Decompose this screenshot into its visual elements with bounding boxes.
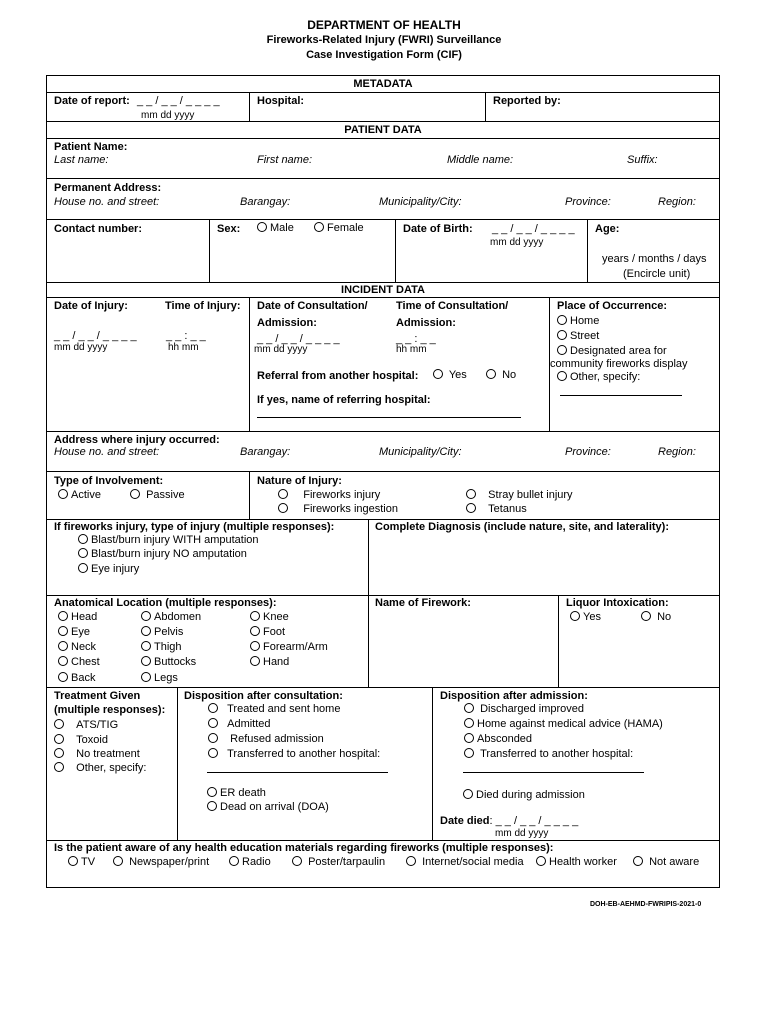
injury-province-field[interactable]: Province: — [565, 446, 611, 458]
radio-circle-icon — [466, 503, 476, 513]
radio-circle-icon — [250, 626, 260, 636]
radio-circle-icon — [464, 748, 474, 758]
referral-label: Referral from another hospital: — [257, 370, 419, 382]
radio-circle-icon — [58, 489, 68, 499]
radio-circle-icon — [207, 787, 217, 797]
date-consult-units: mm dd yyyy — [254, 344, 308, 355]
time-consult-label: Time of Consultation/ — [396, 300, 509, 312]
radio-circle-icon — [557, 315, 567, 325]
radio-circle-icon — [557, 371, 567, 381]
age-label: Age: — [595, 223, 620, 235]
radio-circle-icon — [78, 563, 88, 573]
awareness-label: Is the patient aware of any health education materials regarding fireworks (multiple responses): — [54, 842, 554, 854]
radio-circle-icon — [208, 718, 218, 728]
permanent-address-label: Permanent Address: — [54, 182, 162, 194]
date-of-report-units: mm dd yyyy — [141, 110, 195, 121]
disp-admit-transferred-field[interactable] — [463, 772, 644, 773]
liquor-no-radio[interactable]: No — [641, 611, 671, 623]
involvement-active-radio[interactable]: Active — [58, 489, 101, 501]
anat-buttocks-radio[interactable]: Buttocks — [141, 656, 196, 668]
anat-knee-radio[interactable]: Knee — [250, 611, 289, 623]
perm-municipality-field[interactable]: Municipality/City: — [379, 196, 462, 208]
date-of-report-field[interactable]: _ _ / _ _ / _ _ _ _ — [137, 95, 220, 107]
nature-stray-bullet-radio[interactable]: Stray bullet injury — [466, 489, 573, 501]
anatomical-label: Anatomical Location (multiple responses): — [54, 597, 277, 609]
anat-forearm-radio[interactable]: Forearm/Arm — [250, 641, 328, 653]
date-consult-label: Date of Consultation/ — [257, 300, 368, 312]
radio-circle-icon — [130, 489, 140, 499]
radio-circle-icon — [141, 611, 151, 621]
radio-circle-icon — [486, 369, 496, 379]
radio-circle-icon — [229, 856, 239, 866]
injury-house-field[interactable]: House no. and street: — [54, 446, 160, 458]
firework-name-label: Name of Firework: — [375, 597, 471, 609]
place-home-radio[interactable]: Home — [557, 315, 599, 327]
injury-address-label: Address where injury occurred: — [54, 434, 220, 446]
radio-circle-icon — [58, 641, 68, 651]
dob-label: Date of Birth: — [403, 223, 473, 235]
anat-hand-radio[interactable]: Hand — [250, 656, 289, 668]
date-of-injury-label: Date of Injury: — [54, 300, 128, 312]
radio-circle-icon — [314, 222, 324, 232]
age-encircle-note: (Encircle unit) — [623, 268, 691, 280]
sex-female-radio[interactable]: Female — [314, 222, 364, 234]
treatment-label-2: (multiple responses): — [54, 704, 166, 716]
date-of-report-label: Date of report: — [54, 95, 130, 107]
nature-tetanus-radio[interactable]: Tetanus — [466, 503, 527, 515]
aware-internet-radio[interactable]: Internet/social media — [406, 856, 524, 868]
disp-admitted-radio[interactable]: Admitted — [208, 718, 271, 730]
time-of-injury-field[interactable]: _ _ : _ _ — [166, 330, 206, 342]
radio-circle-icon — [536, 856, 546, 866]
nature-fireworks-injury-radio[interactable]: Fireworks injury — [278, 489, 380, 501]
dob-units: mm dd yyyy — [490, 237, 544, 248]
radio-circle-icon — [58, 611, 68, 621]
first-name-field[interactable]: First name: — [257, 154, 313, 166]
reported-by-label: Reported by: — [493, 95, 561, 107]
time-consult-units: hh mm — [396, 344, 427, 355]
disp-consult-label: Disposition after consultation: — [184, 690, 343, 702]
disp-discharged-radio[interactable]: Discharged improved — [464, 703, 584, 715]
involvement-passive-radio[interactable]: Passive — [130, 489, 185, 501]
radio-circle-icon — [54, 748, 64, 758]
form-dept-title: DEPARTMENT OF HEALTH — [307, 18, 461, 32]
radio-circle-icon — [641, 611, 651, 621]
radio-circle-icon — [433, 369, 443, 379]
radio-circle-icon — [250, 641, 260, 651]
aware-newspaper-radio[interactable]: Newspaper/print — [113, 856, 209, 868]
date-consult-label-2: Admission: — [257, 317, 317, 329]
radio-circle-icon — [208, 748, 218, 758]
radio-circle-icon — [570, 611, 580, 621]
disp-admit-label: Disposition after admission: — [440, 690, 588, 702]
injury-barangay-field[interactable]: Barangay: — [240, 446, 291, 458]
anat-pelvis-radio[interactable]: Pelvis — [141, 626, 183, 638]
aware-tv-radio[interactable]: TV — [68, 856, 95, 868]
anat-head-radio[interactable]: Head — [58, 611, 97, 623]
liquor-label: Liquor Intoxication: — [566, 597, 669, 609]
fw-type-with-amputation-radio[interactable]: Blast/burn injury WITH amputation — [78, 534, 259, 546]
disp-transferred-field[interactable] — [207, 772, 388, 773]
contact-number-label: Contact number: — [54, 223, 142, 235]
treatment-none-radio[interactable]: No treatment — [54, 748, 140, 760]
referring-hospital-field[interactable] — [257, 417, 521, 418]
treatment-other-radio[interactable]: Other, specify: — [54, 762, 146, 774]
radio-circle-icon — [141, 641, 151, 651]
radio-circle-icon — [54, 762, 64, 772]
radio-circle-icon — [250, 656, 260, 666]
date-consult-field[interactable]: _ _ / _ _ / _ _ _ _ — [257, 333, 340, 345]
disp-hama-radio[interactable]: Home against medical advice (HAMA) — [464, 718, 663, 730]
fw-type-eye-radio[interactable]: Eye injury — [78, 563, 139, 575]
disp-transferred-radio[interactable]: Transferred to another hospital: — [208, 748, 380, 760]
radio-circle-icon — [207, 801, 217, 811]
anat-foot-radio[interactable]: Foot — [250, 626, 285, 638]
disp-sent-home-radio[interactable]: Treated and sent home — [208, 703, 340, 715]
fw-type-label: If fireworks injury, type of injury (multiple responses): — [54, 521, 335, 533]
form-subtitle: Fireworks-Related Injury (FWRI) Surveillance — [266, 34, 502, 46]
radio-circle-icon — [292, 856, 302, 866]
radio-circle-icon — [54, 734, 64, 744]
disp-admit-transferred-radio[interactable]: Transferred to another hospital: — [464, 748, 633, 760]
anat-neck-radio[interactable]: Neck — [58, 641, 96, 653]
sex-male-radio[interactable]: Male — [257, 222, 294, 234]
disp-died-radio[interactable]: Died during admission — [463, 789, 585, 801]
radio-circle-icon — [257, 222, 267, 232]
place-street-radio[interactable]: Street — [557, 330, 599, 342]
form-code: DOH-EB-AEHMD-FWRIPIS-2021-0 — [590, 901, 702, 908]
radio-circle-icon — [58, 672, 68, 682]
liquor-yes-radio[interactable]: Yes — [570, 611, 601, 623]
radio-circle-icon — [464, 718, 474, 728]
radio-circle-icon — [141, 626, 151, 636]
disp-doa-radio[interactable]: Dead on arrival (DOA) — [207, 801, 329, 813]
anat-eye-radio[interactable]: Eye — [58, 626, 90, 638]
radio-circle-icon — [250, 611, 260, 621]
anat-chest-radio[interactable]: Chest — [58, 656, 100, 668]
place-other-field[interactable] — [560, 395, 682, 396]
place-other-radio[interactable]: Other, specify: — [557, 371, 640, 383]
disp-refused-radio[interactable]: Refused admission — [208, 733, 324, 745]
radio-circle-icon — [464, 733, 474, 743]
radio-circle-icon — [58, 626, 68, 636]
treatment-ats-radio[interactable]: ATS/TIG — [54, 719, 118, 731]
radio-circle-icon — [68, 856, 78, 866]
radio-circle-icon — [557, 345, 567, 355]
radio-circle-icon — [54, 719, 64, 729]
aware-radio-radio[interactable]: Radio — [229, 856, 271, 868]
radio-circle-icon — [463, 789, 473, 799]
radio-circle-icon — [406, 856, 416, 866]
date-of-injury-units: mm dd yyyy — [54, 342, 108, 353]
sex-label: Sex: — [217, 223, 241, 235]
treatment-label: Treatment Given — [54, 690, 141, 702]
time-consult-field[interactable]: _ _ : _ _ — [396, 333, 436, 345]
aware-health-worker-radio[interactable]: Health worker — [536, 856, 617, 868]
perm-house-field[interactable]: House no. and street: — [54, 196, 160, 208]
radio-circle-icon — [58, 656, 68, 666]
last-name-field[interactable]: Last name: — [54, 154, 109, 166]
radio-circle-icon — [208, 733, 218, 743]
radio-circle-icon — [141, 656, 151, 666]
fw-type-no-amputation-radio[interactable]: Blast/burn injury NO amputation — [78, 548, 247, 560]
aware-not-aware-radio[interactable]: Not aware — [633, 856, 699, 868]
time-of-injury-units: hh mm — [168, 342, 199, 353]
radio-circle-icon — [464, 703, 474, 713]
age-units: years / months / days — [602, 253, 707, 265]
place-designated-label-2: community fireworks display — [550, 358, 688, 370]
nature-injury-label: Nature of Injury: — [257, 475, 342, 487]
diagnosis-label: Complete Diagnosis (include nature, site, and laterality): — [375, 521, 670, 533]
section-patient: PATIENT DATA — [344, 124, 422, 136]
radio-circle-icon — [113, 856, 123, 866]
form-title: Case Investigation Form (CIF) — [306, 49, 462, 61]
date-died-units: mm dd yyyy — [495, 828, 549, 839]
patient-name-label: Patient Name: — [54, 141, 128, 153]
radio-circle-icon — [208, 703, 218, 713]
anat-thigh-radio[interactable]: Thigh — [141, 641, 182, 653]
aware-poster-radio[interactable]: Poster/tarpaulin — [292, 856, 385, 868]
section-incident: INCIDENT DATA — [341, 284, 425, 296]
time-of-injury-label: Time of Injury: — [165, 300, 241, 312]
perm-region-field[interactable]: Region: — [658, 196, 696, 208]
injury-municipality-field[interactable]: Municipality/City: — [379, 446, 462, 458]
perm-barangay-field[interactable]: Barangay: — [240, 196, 291, 208]
radio-circle-icon — [278, 503, 288, 513]
place-occurrence-label: Place of Occurrence: — [557, 300, 668, 312]
radio-circle-icon — [78, 548, 88, 558]
radio-circle-icon — [633, 856, 643, 866]
anat-abdomen-radio[interactable]: Abdomen — [141, 611, 201, 623]
referral-yes-radio[interactable]: Yes — [433, 369, 467, 381]
treatment-toxoid-radio[interactable]: Toxoid — [54, 734, 108, 746]
referring-hospital-label: If yes, name of referring hospital: — [257, 394, 431, 406]
anat-back-radio[interactable]: Back — [58, 672, 95, 684]
date-of-injury-field[interactable]: _ _ / _ _ / _ _ _ _ — [54, 330, 137, 342]
radio-circle-icon — [278, 489, 288, 499]
disp-er-death-radio[interactable]: ER death — [207, 787, 266, 799]
suffix-field[interactable]: Suffix: — [627, 154, 658, 166]
middle-name-field[interactable]: Middle name: — [447, 154, 514, 166]
time-consult-label-2: Admission: — [396, 317, 456, 329]
dob-field[interactable]: _ _ / _ _ / _ _ _ _ — [492, 223, 575, 235]
radio-circle-icon — [466, 489, 476, 499]
radio-circle-icon — [557, 330, 567, 340]
perm-province-field[interactable]: Province: — [565, 196, 611, 208]
radio-circle-icon — [141, 672, 151, 682]
nature-fireworks-ingestion-radio[interactable]: Fireworks ingestion — [278, 503, 398, 515]
place-designated-radio[interactable]: Designated area for — [557, 345, 667, 357]
radio-circle-icon — [78, 534, 88, 544]
hospital-label: Hospital: — [257, 95, 305, 107]
referral-no-radio[interactable]: No — [486, 369, 516, 381]
date-died-field[interactable]: Date died: _ _ / _ _ / _ _ _ _ — [440, 815, 579, 827]
section-metadata: METADATA — [353, 78, 413, 90]
disp-absconded-radio[interactable]: Absconded — [464, 733, 532, 745]
involvement-label: Type of Involvement: — [54, 475, 164, 487]
anat-legs-radio[interactable]: Legs — [141, 672, 178, 684]
injury-region-field[interactable]: Region: — [658, 446, 696, 458]
